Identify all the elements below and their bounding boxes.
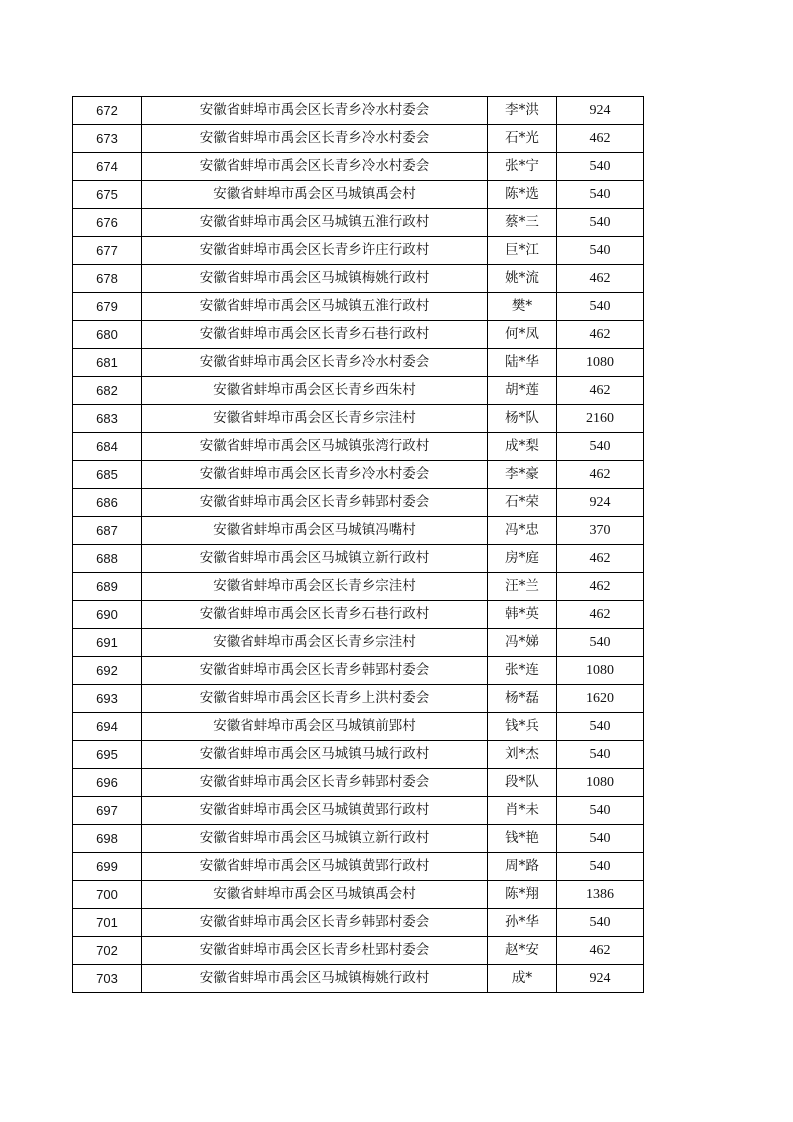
row-number-cell: 674 bbox=[73, 153, 142, 181]
row-number-cell: 688 bbox=[73, 545, 142, 573]
address-cell: 安徽省蚌埠市禹会区马城镇前郢村 bbox=[142, 713, 488, 741]
person-name-cell: 刘*杰 bbox=[488, 741, 557, 769]
table-body bbox=[73, 97, 644, 993]
amount-cell: 924 bbox=[557, 965, 644, 993]
amount-cell: 924 bbox=[557, 97, 644, 125]
table-row bbox=[73, 713, 644, 741]
row-number-cell: 702 bbox=[73, 937, 142, 965]
row-number-cell: 684 bbox=[73, 433, 142, 461]
row-number-cell: 687 bbox=[73, 517, 142, 545]
table-row bbox=[73, 545, 644, 573]
table-row bbox=[73, 321, 644, 349]
amount-cell: 1386 bbox=[557, 881, 644, 909]
person-name-cell: 张*连 bbox=[488, 657, 557, 685]
amount-cell: 540 bbox=[557, 741, 644, 769]
row-number-cell: 694 bbox=[73, 713, 142, 741]
row-number-cell: 697 bbox=[73, 797, 142, 825]
row-number-cell: 686 bbox=[73, 489, 142, 517]
table-row bbox=[73, 405, 644, 433]
address-cell: 安徽省蚌埠市禹会区长青乡宗洼村 bbox=[142, 573, 488, 601]
person-name-cell: 石*光 bbox=[488, 125, 557, 153]
person-name-cell: 姚*流 bbox=[488, 265, 557, 293]
amount-cell: 462 bbox=[557, 125, 644, 153]
person-name-cell: 陆*华 bbox=[488, 349, 557, 377]
address-cell: 安徽省蚌埠市禹会区马城镇梅姚行政村 bbox=[142, 265, 488, 293]
amount-cell: 540 bbox=[557, 209, 644, 237]
row-number-cell: 692 bbox=[73, 657, 142, 685]
person-name-cell: 蔡*三 bbox=[488, 209, 557, 237]
table-row bbox=[73, 517, 644, 545]
table-row bbox=[73, 489, 644, 517]
table-row bbox=[73, 685, 644, 713]
table-row bbox=[73, 937, 644, 965]
table-row bbox=[73, 293, 644, 321]
table-row bbox=[73, 97, 644, 125]
table-row bbox=[73, 433, 644, 461]
person-name-cell: 钱*艳 bbox=[488, 825, 557, 853]
table-row bbox=[73, 377, 644, 405]
address-cell: 安徽省蚌埠市禹会区长青乡冷水村委会 bbox=[142, 461, 488, 489]
person-name-cell: 段*队 bbox=[488, 769, 557, 797]
person-name-cell: 陈*翔 bbox=[488, 881, 557, 909]
address-cell: 安徽省蚌埠市禹会区长青乡许庄行政村 bbox=[142, 237, 488, 265]
amount-cell: 540 bbox=[557, 853, 644, 881]
table-row bbox=[73, 125, 644, 153]
address-cell: 安徽省蚌埠市禹会区长青乡韩郢村委会 bbox=[142, 769, 488, 797]
person-name-cell: 李*洪 bbox=[488, 97, 557, 125]
row-number-cell: 675 bbox=[73, 181, 142, 209]
row-number-cell: 679 bbox=[73, 293, 142, 321]
amount-cell: 1080 bbox=[557, 769, 644, 797]
table-row bbox=[73, 209, 644, 237]
amount-cell: 462 bbox=[557, 265, 644, 293]
row-number-cell: 685 bbox=[73, 461, 142, 489]
address-cell: 安徽省蚌埠市禹会区长青乡西朱村 bbox=[142, 377, 488, 405]
address-cell: 安徽省蚌埠市禹会区马城镇马城行政村 bbox=[142, 741, 488, 769]
amount-cell: 540 bbox=[557, 237, 644, 265]
row-number-cell: 695 bbox=[73, 741, 142, 769]
address-cell: 安徽省蚌埠市禹会区马城镇五淮行政村 bbox=[142, 209, 488, 237]
address-cell: 安徽省蚌埠市禹会区马城镇张湾行政村 bbox=[142, 433, 488, 461]
address-cell: 安徽省蚌埠市禹会区长青乡冷水村委会 bbox=[142, 349, 488, 377]
amount-cell: 462 bbox=[557, 545, 644, 573]
table-row bbox=[73, 601, 644, 629]
amount-cell: 462 bbox=[557, 573, 644, 601]
table-row bbox=[73, 349, 644, 377]
address-cell: 安徽省蚌埠市禹会区长青乡韩郢村委会 bbox=[142, 657, 488, 685]
row-number-cell: 703 bbox=[73, 965, 142, 993]
person-name-cell: 陈*选 bbox=[488, 181, 557, 209]
address-cell: 安徽省蚌埠市禹会区马城镇禹会村 bbox=[142, 181, 488, 209]
row-number-cell: 677 bbox=[73, 237, 142, 265]
row-number-cell: 672 bbox=[73, 97, 142, 125]
address-cell: 安徽省蚌埠市禹会区长青乡宗洼村 bbox=[142, 629, 488, 657]
address-cell: 安徽省蚌埠市禹会区长青乡冷水村委会 bbox=[142, 97, 488, 125]
table-row bbox=[73, 769, 644, 797]
address-cell: 安徽省蚌埠市禹会区马城镇立新行政村 bbox=[142, 545, 488, 573]
amount-cell: 2160 bbox=[557, 405, 644, 433]
row-number-cell: 683 bbox=[73, 405, 142, 433]
amount-cell: 462 bbox=[557, 937, 644, 965]
address-cell: 安徽省蚌埠市禹会区马城镇禹会村 bbox=[142, 881, 488, 909]
amount-cell: 462 bbox=[557, 601, 644, 629]
address-cell: 安徽省蚌埠市禹会区长青乡冷水村委会 bbox=[142, 153, 488, 181]
address-cell: 安徽省蚌埠市禹会区马城镇梅姚行政村 bbox=[142, 965, 488, 993]
row-number-cell: 698 bbox=[73, 825, 142, 853]
person-name-cell: 樊* bbox=[488, 293, 557, 321]
row-number-cell: 673 bbox=[73, 125, 142, 153]
table-row bbox=[73, 965, 644, 993]
table-row bbox=[73, 909, 644, 937]
address-cell: 安徽省蚌埠市禹会区长青乡石巷行政村 bbox=[142, 321, 488, 349]
address-cell: 安徽省蚌埠市禹会区长青乡韩郢村委会 bbox=[142, 489, 488, 517]
table-row bbox=[73, 573, 644, 601]
row-number-cell: 676 bbox=[73, 209, 142, 237]
amount-cell: 540 bbox=[557, 293, 644, 321]
row-number-cell: 690 bbox=[73, 601, 142, 629]
person-name-cell: 何*凤 bbox=[488, 321, 557, 349]
address-cell: 安徽省蚌埠市禹会区长青乡石巷行政村 bbox=[142, 601, 488, 629]
amount-cell: 1080 bbox=[557, 349, 644, 377]
person-name-cell: 张*宁 bbox=[488, 153, 557, 181]
person-name-cell: 成* bbox=[488, 965, 557, 993]
person-name-cell: 成*梨 bbox=[488, 433, 557, 461]
address-cell: 安徽省蚌埠市禹会区马城镇五淮行政村 bbox=[142, 293, 488, 321]
row-number-cell: 701 bbox=[73, 909, 142, 937]
row-number-cell: 699 bbox=[73, 853, 142, 881]
person-name-cell: 韩*英 bbox=[488, 601, 557, 629]
table-row bbox=[73, 237, 644, 265]
row-number-cell: 696 bbox=[73, 769, 142, 797]
table-row bbox=[73, 881, 644, 909]
person-name-cell: 汪*兰 bbox=[488, 573, 557, 601]
person-name-cell: 石*荣 bbox=[488, 489, 557, 517]
amount-cell: 540 bbox=[557, 153, 644, 181]
amount-cell: 370 bbox=[557, 517, 644, 545]
row-number-cell: 691 bbox=[73, 629, 142, 657]
amount-cell: 1080 bbox=[557, 657, 644, 685]
person-name-cell: 赵*安 bbox=[488, 937, 557, 965]
amount-cell: 924 bbox=[557, 489, 644, 517]
table-row bbox=[73, 853, 644, 881]
person-name-cell: 李*豪 bbox=[488, 461, 557, 489]
person-name-cell: 房*庭 bbox=[488, 545, 557, 573]
address-cell: 安徽省蚌埠市禹会区长青乡冷水村委会 bbox=[142, 125, 488, 153]
person-name-cell: 钱*兵 bbox=[488, 713, 557, 741]
amount-cell: 540 bbox=[557, 433, 644, 461]
table-row bbox=[73, 181, 644, 209]
person-name-cell: 杨*磊 bbox=[488, 685, 557, 713]
person-name-cell: 孙*华 bbox=[488, 909, 557, 937]
amount-cell: 540 bbox=[557, 825, 644, 853]
amount-cell: 540 bbox=[557, 909, 644, 937]
person-name-cell: 周*路 bbox=[488, 853, 557, 881]
table-row bbox=[73, 265, 644, 293]
row-number-cell: 678 bbox=[73, 265, 142, 293]
person-name-cell: 杨*队 bbox=[488, 405, 557, 433]
row-number-cell: 681 bbox=[73, 349, 142, 377]
amount-cell: 540 bbox=[557, 797, 644, 825]
person-name-cell: 巨*江 bbox=[488, 237, 557, 265]
amount-cell: 540 bbox=[557, 629, 644, 657]
row-number-cell: 682 bbox=[73, 377, 142, 405]
address-cell: 安徽省蚌埠市禹会区马城镇冯嘴村 bbox=[142, 517, 488, 545]
address-cell: 安徽省蚌埠市禹会区马城镇黄郢行政村 bbox=[142, 853, 488, 881]
amount-cell: 540 bbox=[557, 181, 644, 209]
row-number-cell: 693 bbox=[73, 685, 142, 713]
table-row bbox=[73, 153, 644, 181]
amount-cell: 462 bbox=[557, 461, 644, 489]
person-name-cell: 冯*娣 bbox=[488, 629, 557, 657]
address-cell: 安徽省蚌埠市禹会区长青乡韩郢村委会 bbox=[142, 909, 488, 937]
amount-cell: 462 bbox=[557, 377, 644, 405]
table-row bbox=[73, 825, 644, 853]
table-row bbox=[73, 797, 644, 825]
table-row bbox=[73, 741, 644, 769]
table-row bbox=[73, 629, 644, 657]
subsidy-table bbox=[72, 96, 644, 993]
row-number-cell: 700 bbox=[73, 881, 142, 909]
person-name-cell: 肖*未 bbox=[488, 797, 557, 825]
amount-cell: 540 bbox=[557, 713, 644, 741]
address-cell: 安徽省蚌埠市禹会区马城镇立新行政村 bbox=[142, 825, 488, 853]
address-cell: 安徽省蚌埠市禹会区马城镇黄郢行政村 bbox=[142, 797, 488, 825]
address-cell: 安徽省蚌埠市禹会区长青乡上洪村委会 bbox=[142, 685, 488, 713]
amount-cell: 1620 bbox=[557, 685, 644, 713]
address-cell: 安徽省蚌埠市禹会区长青乡宗洼村 bbox=[142, 405, 488, 433]
amount-cell: 462 bbox=[557, 321, 644, 349]
address-cell: 安徽省蚌埠市禹会区长青乡杜郢村委会 bbox=[142, 937, 488, 965]
table-row bbox=[73, 461, 644, 489]
row-number-cell: 680 bbox=[73, 321, 142, 349]
person-name-cell: 冯*忠 bbox=[488, 517, 557, 545]
person-name-cell: 胡*莲 bbox=[488, 377, 557, 405]
table-row bbox=[73, 657, 644, 685]
row-number-cell: 689 bbox=[73, 573, 142, 601]
